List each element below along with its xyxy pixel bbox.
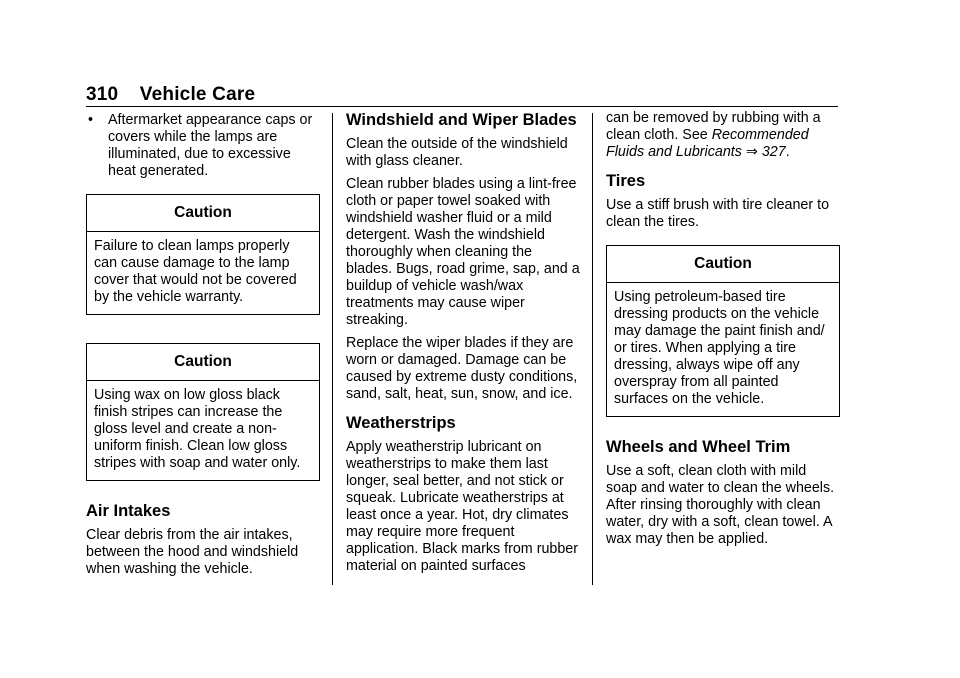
windshield-text-2: Clean rubber blades using a lint-free cloth or paper towel soaked with windshield washer fluid or a mild detergent. Wash the windshield thoroughly when cleaning the blades. Bugs, road grime, sap, and a buildup of vehicle wash/wax treatments may cause wiper streaking. <box>346 176 580 328</box>
column-1 <box>86 110 320 584</box>
cross-reference-link[interactable]: Recommended Fluids and Lubricants <box>606 127 809 160</box>
header-rule <box>86 106 838 107</box>
heading-air-intakes: Air Intakes <box>86 502 171 520</box>
cross-reference-page[interactable]: ⇒ 327 <box>745 144 786 160</box>
caution-box-lamps <box>86 194 320 315</box>
windshield-text-1: Clean the outside of the windshield with glass cleaner. <box>346 136 568 169</box>
caution-title: Caution <box>87 195 319 232</box>
tires-text: Use a stiff brush with tire cleaner to clean the tires. <box>606 197 830 230</box>
heading-tires: Tires <box>606 172 646 190</box>
column-divider-1 <box>332 113 333 585</box>
weatherstrips-text: Apply weatherstrip lubricant on weatherstrips to make them last longer, seal better, and not stick or squeak. Lubricate weatherstrips at least once a year. Hot, dry climates may require more frequent application. Black marks from rubber material on painted surfaces <box>346 439 579 574</box>
page-number: 310 <box>86 84 119 105</box>
continued-text: can be removed by rubbing with a clean cloth. See Recommended Fluids and Lubricants ⇒ 327. <box>606 110 821 160</box>
windshield-text-3: Replace the wiper blades if they are worn or damaged. Damage can be caused by extreme dusty conditions, sand, salt, heat, sun, snow, and ice. <box>346 335 578 402</box>
page-header <box>86 84 255 106</box>
bullet-mark: • <box>88 112 94 128</box>
column-2 <box>346 110 580 581</box>
column-3 <box>606 110 840 554</box>
air-intakes-text: Clear debris from the air intakes, between the hood and windshield when washing the vehicle. <box>86 527 299 577</box>
caution-body: Failure to clean lamps properly can cause damage to the lamp cover that would not be covered by the vehicle warranty. <box>94 238 297 305</box>
section-title: Vehicle Care <box>139 84 256 105</box>
caution-title: Caution <box>607 246 839 283</box>
bullet-item <box>86 112 320 180</box>
column-divider-2 <box>592 113 593 585</box>
bullet-text: Aftermarket appearance caps or covers while the lamps are illuminated, due to excessive heat generated. <box>108 112 313 179</box>
caution-box-wax <box>86 343 320 481</box>
wheels-text: Use a soft, clean cloth with mild soap and water to clean the wheels. After rinsing thoroughly with clean water, dry with a soft, clean towel. A wax may then be applied. <box>606 463 835 547</box>
heading-windshield: Windshield and Wiper Blades <box>346 111 577 129</box>
caution-body: Using petroleum-based tire dressing products on the vehicle may damage the paint finish and/ or tires. When applying a tire dressing, always wipe off any overspray from all painted surfaces on the vehicle. <box>614 289 825 407</box>
caution-title: Caution <box>87 344 319 381</box>
heading-wheels: Wheels and Wheel Trim <box>606 438 791 456</box>
heading-weatherstrips: Weatherstrips <box>346 414 456 432</box>
caution-body: Using wax on low gloss black finish stripes can increase the gloss level and create a non-uniform finish. Clean low gloss stripes with soap and water only. <box>94 387 301 471</box>
caution-box-tires <box>606 245 840 417</box>
